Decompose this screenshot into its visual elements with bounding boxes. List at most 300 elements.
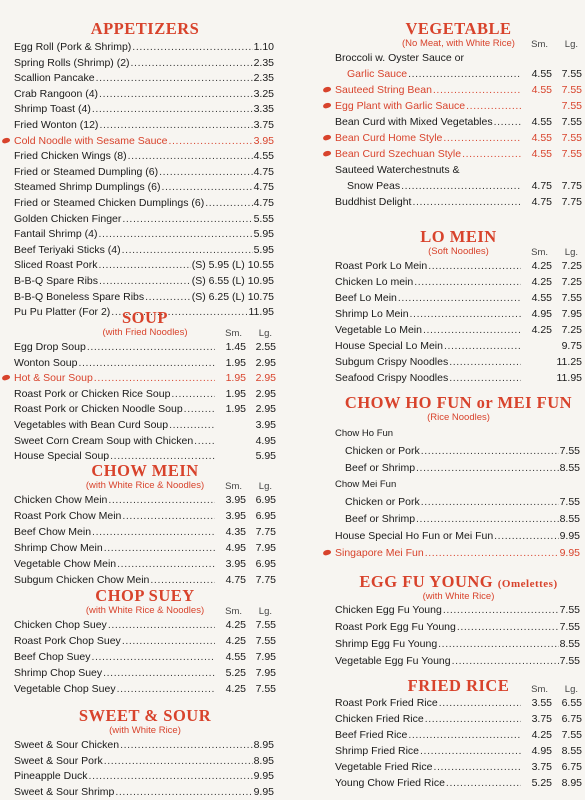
large-price: 2.95 [255, 403, 276, 416]
small-price: 4.75 [531, 180, 552, 192]
small-price: 4.55 [531, 84, 552, 96]
leader-dots [462, 148, 521, 160]
item-price: 8.95 [253, 754, 274, 767]
section-title: SOUP [121, 308, 168, 327]
vegetable-section [335, 19, 582, 208]
item-name: Fantail Shrimp (4) [14, 228, 98, 241]
chop-suey-section [14, 586, 276, 695]
item-price: 3.95 [253, 134, 274, 147]
menu-item [335, 116, 582, 128]
item-price: (S) 6.55 (L) 10.95 [191, 275, 274, 287]
chow-mein-section [14, 461, 276, 586]
leader-dots [169, 419, 215, 431]
small-size-label: Sm. [531, 39, 548, 50]
large-price: 3.95 [255, 419, 276, 431]
leader-dots [494, 116, 521, 128]
small-price: 4.55 [531, 292, 552, 304]
item-name: Beef Chop Suey [14, 651, 91, 663]
leader-dots [194, 435, 215, 447]
lo-mein-section [335, 227, 582, 384]
small-price: 4.55 [531, 132, 552, 144]
leader-dots [428, 260, 521, 272]
item-name: Egg Drop Soup [14, 341, 86, 353]
large-price: 11.25 [556, 356, 582, 368]
menu-item [335, 713, 582, 725]
menu-item [335, 496, 582, 508]
leader-dots [99, 88, 253, 100]
menu-item [335, 164, 582, 176]
item-name: Shrimp Chop Suey [14, 667, 103, 679]
large-price: 9.75 [561, 340, 582, 352]
menu-item [14, 181, 276, 193]
leader-dots [416, 513, 559, 525]
menu-item [335, 356, 582, 368]
fried-rice-section [335, 676, 582, 789]
menu-item [335, 729, 582, 741]
large-price: 7.75 [561, 196, 582, 208]
small-price: 1.95 [225, 372, 246, 385]
item-price: 9.95 [253, 770, 274, 782]
small-size-label: Sm. [531, 247, 548, 258]
item-name: House Special Soup [14, 450, 110, 463]
item-name: Crab Rangoon (4) [14, 87, 99, 100]
item-name: Vegetables with Bean Curd Soup [14, 419, 169, 431]
leader-dots [98, 259, 190, 271]
menu-item [335, 745, 582, 757]
menu-item [335, 196, 582, 208]
item-price: 8.55 [559, 462, 580, 474]
large-price: 7.55 [255, 683, 276, 695]
sweet-sour-section [14, 706, 276, 798]
item-name: Sweet Corn Cream Soup with Chicken [14, 434, 194, 447]
menu-item [14, 244, 276, 256]
item-price: 7.55 [559, 621, 580, 633]
title-extra: (Omelettes) [497, 578, 558, 590]
large-price: 2.95 [255, 356, 276, 369]
section-title: LO MEIN [420, 227, 497, 246]
section-subtitle: (Soft Noodles) [428, 246, 489, 257]
item-name: Fried Wonton (12) [14, 119, 99, 131]
leader-dots [115, 786, 252, 798]
leader-dots [103, 667, 215, 679]
large-price: 7.55 [255, 635, 276, 647]
item-name: Vegetable Egg Fu Young [335, 655, 451, 667]
item-name: Sliced Roast Pork [14, 259, 98, 272]
leader-dots [171, 388, 215, 400]
menu-item [335, 180, 582, 192]
menu-item [335, 761, 582, 773]
item-name: Seafood Crispy Noodles [335, 372, 449, 384]
small-price: 4.95 [531, 745, 552, 757]
leader-dots [92, 103, 253, 115]
small-size-label: Sm. [225, 606, 242, 617]
menu-item [14, 119, 276, 131]
item-name: Shrimp Chow Mein [14, 542, 103, 554]
small-price: 4.55 [531, 148, 552, 160]
item-name: Chicken or Pork [345, 445, 420, 457]
item-name: Buddhist Delight [335, 196, 412, 208]
leader-dots [401, 180, 521, 192]
item-price: 5.55 [253, 212, 274, 225]
price-header [14, 328, 276, 340]
small-price: 4.55 [531, 68, 552, 80]
item-name: Sauteed String Bean [335, 84, 432, 96]
item-name: Sauteed Waterchestnuts & [335, 164, 460, 176]
item-name: Sweet & Sour Shrimp [14, 785, 115, 798]
menu-item [14, 72, 276, 84]
item-name: Bean Curd Szechuan Style [335, 148, 462, 160]
ho-fun-section [335, 393, 582, 559]
section-subtitle: (with White Rice) [109, 725, 181, 736]
item-name: Subgum Chicken Chow Mein [14, 574, 150, 586]
menu-item [14, 259, 276, 271]
item-name: Vegetable Chow Mein [14, 558, 117, 570]
leader-dots [117, 558, 215, 570]
menu-item [14, 419, 276, 431]
leader-dots [449, 372, 521, 384]
large-price: 6.95 [255, 510, 276, 522]
item-price: 5.95 [253, 243, 274, 256]
leader-dots [159, 166, 252, 178]
menu-item [335, 462, 582, 474]
leader-dots [438, 638, 558, 650]
leader-dots [443, 132, 521, 144]
small-price: 3.95 [225, 494, 246, 506]
section-title: VEGETABLE [405, 19, 512, 38]
leader-dots [408, 729, 521, 741]
leader-dots [412, 196, 521, 208]
small-price: 4.25 [225, 683, 246, 695]
leader-dots [416, 462, 559, 474]
item-name: Broccoli w. Oyster Sauce or [335, 52, 464, 64]
item-name: Roast Pork Fried Rice [335, 697, 438, 709]
menu-item [335, 428, 582, 440]
small-price: 4.95 [531, 308, 552, 320]
item-price: 5.95 [253, 228, 274, 241]
leader-dots [408, 68, 521, 80]
item-name: Beef or Shrimp [345, 462, 416, 474]
item-name: Singapore Mei Fun [335, 547, 424, 559]
item-name: B-B-Q Boneless Spare Ribs [14, 290, 145, 303]
item-name: Shrimp Egg Fu Young [335, 638, 438, 650]
menu-item [335, 68, 582, 80]
large-price: 7.95 [561, 308, 582, 320]
leader-dots [78, 357, 215, 369]
item-name: Snow Peas [347, 180, 401, 192]
item-name: Vegetable Chop Suey [14, 683, 116, 695]
leader-dots [99, 275, 191, 287]
small-price: 3.95 [225, 510, 246, 522]
menu-item [335, 638, 582, 650]
leader-dots [117, 683, 215, 695]
item-name: Roast Pork Lo Mein [335, 260, 428, 272]
section-title: CHOP SUEY [95, 586, 195, 605]
leader-dots [420, 745, 521, 757]
item-name: Chicken Egg Fu Young [335, 604, 442, 616]
large-price: 7.25 [561, 260, 582, 272]
item-name: Chicken Chop Suey [14, 619, 107, 631]
leader-dots [494, 530, 558, 542]
item-price: 7.55 [559, 655, 580, 667]
menu-item [14, 372, 276, 384]
item-name: Sweet & Sour Chicken [14, 739, 120, 751]
item-name: Vegetable Lo Mein [335, 324, 422, 336]
large-size-label: Lg. [258, 481, 272, 492]
item-price: 8.95 [253, 739, 274, 751]
leader-dots [122, 510, 215, 522]
large-price: 7.75 [561, 180, 582, 192]
menu-item [14, 786, 276, 798]
item-name: Scallion Pancake [14, 72, 95, 85]
small-price: 4.95 [225, 542, 246, 554]
item-name: Roast Pork Chow Mein [14, 510, 122, 522]
leader-dots [184, 403, 215, 415]
large-price: 7.75 [255, 574, 276, 586]
leader-dots [131, 57, 253, 69]
menu-item [14, 275, 276, 287]
item-price: 3.75 [253, 119, 274, 131]
item-price: (S) 6.25 (L) 10.75 [191, 290, 274, 303]
item-price: 11.95 [248, 306, 274, 319]
small-price: 1.95 [225, 403, 246, 416]
item-name: Beef or Shrimp [345, 513, 416, 525]
item-name: Egg Plant with Garlic Sauce [335, 100, 466, 112]
item-price: 4.75 [253, 181, 274, 194]
large-price: 7.55 [561, 100, 582, 112]
menu-item [14, 291, 276, 303]
item-name: Shrimp Toast (4) [14, 103, 91, 116]
section-title: FRIED RICE [407, 676, 510, 695]
item-name: Hot & Sour Soup [14, 372, 93, 385]
menu-item [335, 52, 582, 64]
item-name: Bean Curd with Mixed Vegetables [335, 116, 493, 128]
menu-item [14, 228, 276, 240]
leader-dots [169, 135, 253, 147]
large-price: 7.55 [561, 729, 582, 741]
item-price: 1.10 [253, 41, 274, 53]
leader-dots [425, 547, 559, 559]
small-size-label: Sm. [531, 684, 548, 695]
menu-item [14, 739, 276, 751]
price-header [14, 481, 276, 493]
leader-dots [433, 761, 521, 773]
large-price: 11.95 [556, 372, 582, 384]
item-price: (S) 5.95 (L) 10.55 [191, 259, 274, 272]
menu-item [335, 340, 582, 352]
leader-dots [443, 604, 559, 616]
item-price: 2.35 [253, 72, 274, 85]
small-price: 5.25 [531, 777, 552, 789]
large-price: 7.55 [561, 116, 582, 128]
leader-dots [122, 635, 215, 647]
menu-item [14, 619, 276, 631]
menu-item [335, 513, 582, 525]
leader-dots [132, 41, 252, 53]
menu-item [14, 135, 276, 147]
menu-item [335, 604, 582, 616]
large-price: 7.95 [255, 542, 276, 554]
item-price: 4.55 [253, 150, 274, 163]
menu-item [335, 292, 582, 304]
section-subtitle: (with Fried Noodles) [102, 327, 188, 338]
menu-item [335, 276, 582, 288]
menu-item [335, 372, 582, 384]
item-price: 9.95 [559, 547, 580, 559]
item-name: Golden Chicken Finger [14, 212, 122, 225]
item-name: Cold Noodle with Sesame Sauce [14, 134, 168, 147]
leader-dots [433, 84, 521, 96]
large-price: 7.55 [561, 132, 582, 144]
leader-dots [439, 697, 521, 709]
menu-item [335, 479, 582, 491]
leader-dots [414, 276, 521, 288]
menu-item [14, 103, 276, 115]
soup-section [14, 308, 276, 463]
small-price: 5.25 [225, 667, 246, 679]
menu-item [14, 526, 276, 538]
leader-dots [96, 72, 253, 84]
leader-dots [108, 619, 215, 631]
small-price: 1.95 [225, 356, 246, 369]
menu-item [14, 435, 276, 447]
leader-dots [457, 621, 559, 633]
item-name: Wonton Soup [14, 356, 78, 369]
menu-item [14, 57, 276, 69]
small-price: 3.95 [225, 558, 246, 570]
leader-dots [444, 340, 521, 352]
price-header [335, 684, 582, 696]
item-name: House Special Lo Mein [335, 340, 443, 352]
item-name: Fried or Steamed Chicken Dumplings (6) [14, 197, 205, 209]
menu-item [14, 651, 276, 663]
leader-dots [466, 100, 521, 112]
menu-item [335, 308, 582, 320]
section-subtitle: (with White Rice) [422, 591, 495, 602]
leader-dots [161, 181, 252, 193]
item-price: 8.55 [559, 638, 580, 650]
small-size-label: Sm. [225, 481, 242, 492]
leader-dots [122, 213, 252, 225]
leader-dots [98, 228, 252, 240]
small-price: 3.75 [531, 761, 552, 773]
item-price: 4.75 [253, 197, 274, 209]
large-price: 2.95 [255, 387, 276, 400]
small-price: 4.75 [225, 574, 246, 586]
leader-dots [89, 770, 253, 782]
large-price: 7.55 [255, 619, 276, 631]
leader-dots [421, 496, 559, 508]
small-price: 4.25 [225, 619, 246, 631]
large-size-label: Lg. [564, 247, 578, 258]
item-name: Spring Rolls (Shrimp) (2) [14, 56, 130, 69]
item-name: B-B-Q Spare Ribs [14, 275, 99, 287]
item-name: Garlic Sauce [347, 68, 408, 80]
price-header [14, 606, 276, 618]
menu-item [14, 510, 276, 522]
leader-dots [94, 372, 215, 384]
item-name: Beef Lo Mein [335, 292, 397, 304]
menu-item [335, 84, 582, 96]
small-price: 4.35 [225, 526, 246, 538]
item-price: 7.55 [559, 445, 580, 457]
menu-item [335, 260, 582, 272]
large-size-label: Lg. [258, 606, 272, 617]
item-name: Roast Pork or Chicken Rice Soup [14, 387, 171, 400]
title-main: EGG FU YOUNG [359, 572, 494, 591]
menu-item [14, 494, 276, 506]
section-title: CHOW HO FUN or MEI FUN [344, 393, 573, 412]
item-name: Young Chow Fried Rice [335, 777, 445, 789]
item-price: 7.55 [559, 604, 580, 616]
large-price: 8.95 [561, 777, 582, 789]
large-price: 6.75 [561, 761, 582, 773]
leader-dots [87, 341, 215, 353]
item-price: 3.25 [253, 87, 274, 100]
leader-dots [92, 526, 215, 538]
menu-item [14, 403, 276, 415]
large-price: 6.75 [561, 713, 582, 725]
section-subtitle: (No Meat, with White Rice) [402, 38, 515, 49]
large-size-label: Lg. [564, 39, 578, 50]
item-name: Roast Pork or Chicken Noodle Soup [14, 403, 183, 416]
item-name: Roast Pork Chop Suey [14, 635, 121, 647]
menu-item [14, 341, 276, 353]
leader-dots [425, 713, 521, 725]
large-price: 4.95 [255, 434, 276, 447]
menu-item [14, 574, 276, 586]
large-size-label: Lg. [564, 684, 578, 695]
section-title: APPETIZERS [90, 19, 200, 38]
item-name: House Special Ho Fun or Mei Fun [335, 530, 494, 542]
large-price: 2.95 [255, 372, 276, 385]
item-name: Chicken Chow Mein [14, 494, 108, 506]
large-price: 6.95 [255, 558, 276, 570]
large-size-label: Lg. [258, 328, 272, 339]
item-name: Fried or Steamed Dumpling (6) [14, 165, 159, 178]
menu-item [14, 197, 276, 209]
menu-item [335, 324, 582, 336]
item-name: Sweet & Sour Pork [14, 754, 103, 767]
item-price: 9.95 [253, 785, 274, 798]
large-price: 7.55 [561, 292, 582, 304]
small-price: 4.75 [531, 196, 552, 208]
menu-item [335, 100, 582, 112]
item-name: Steamed Shrimp Dumplings (6) [14, 181, 161, 194]
menu-item [335, 132, 582, 144]
large-price: 7.25 [561, 276, 582, 288]
large-price: 7.55 [561, 68, 582, 80]
large-price: 6.55 [561, 697, 582, 709]
menu-item [14, 755, 276, 767]
leader-dots [145, 291, 191, 303]
leader-dots [446, 777, 521, 789]
small-price: 4.55 [225, 651, 246, 663]
leader-dots [421, 445, 559, 457]
menu-item [14, 88, 276, 100]
leader-dots [423, 324, 521, 336]
item-name: Chow Mei Fun [335, 479, 397, 490]
leader-dots [410, 308, 521, 320]
section-title [335, 573, 582, 591]
section-subtitle: (with White Rice & Noodles) [85, 480, 205, 491]
item-name: Vegetable Fried Rice [335, 761, 433, 773]
small-price: 4.55 [531, 116, 552, 128]
item-name: Fried Chicken Wings (8) [14, 150, 127, 163]
large-price: 7.95 [255, 651, 276, 663]
item-name: Chicken Lo mein [335, 276, 414, 288]
item-name: Shrimp Fried Rice [335, 745, 420, 757]
item-name: Pineapple Duck [14, 770, 88, 782]
